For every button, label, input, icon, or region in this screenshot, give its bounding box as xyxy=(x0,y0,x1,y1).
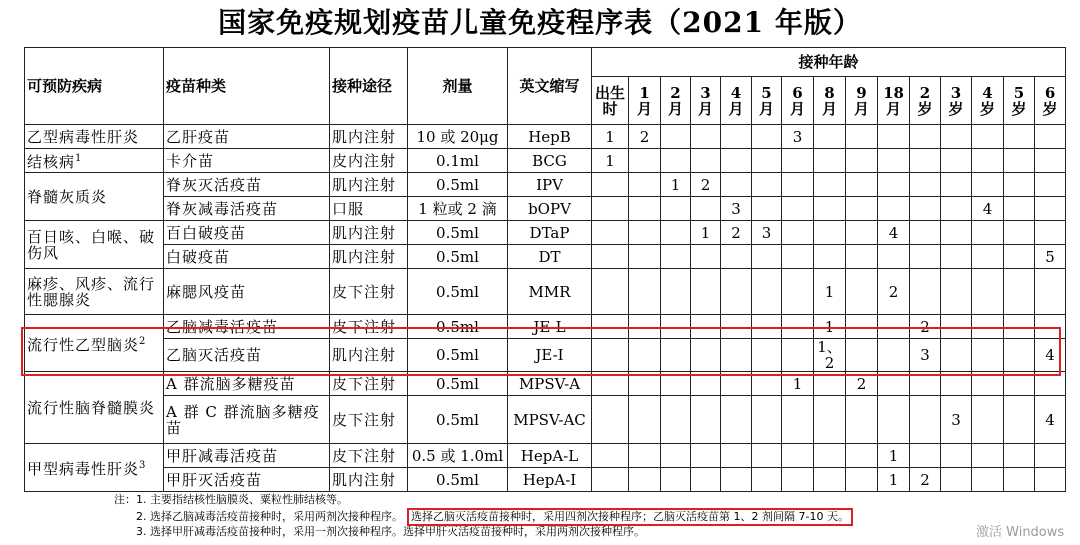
dose-number-cell xyxy=(941,197,972,221)
disease-name: 甲型病毒性肝炎 xyxy=(27,460,140,478)
age-header-5 xyxy=(752,77,782,125)
dose-number-cell: 1 xyxy=(592,125,629,149)
dose-number-cell xyxy=(592,396,629,444)
abbr-cell: HepB xyxy=(508,125,592,149)
abbr-cell: DT xyxy=(508,245,592,269)
dose-cell: 0.5ml xyxy=(408,173,508,197)
vaccine-name: 甲肝减毒活疫苗 xyxy=(164,444,330,468)
age-unit: 岁 xyxy=(948,99,964,118)
disease-cell xyxy=(25,149,164,173)
abbr-cell: JE-L xyxy=(508,315,592,339)
age-unit: 岁 xyxy=(1011,99,1027,118)
dose-number-cell xyxy=(1004,245,1035,269)
dose-number-cell: 1 xyxy=(592,149,629,173)
route-cell: 肌内注射 xyxy=(330,245,408,269)
dose-number-cell xyxy=(910,444,941,468)
age-value: 6 xyxy=(792,83,803,102)
disease-name: 乙型病毒性肝炎 xyxy=(27,127,140,146)
dose-number-cell xyxy=(661,468,691,492)
dose-number-cell xyxy=(941,269,972,315)
dose-number-cell: 4 xyxy=(972,197,1004,221)
dose-number-cell: 2 xyxy=(629,125,661,149)
dose-number-cell xyxy=(721,468,752,492)
age-header-0 xyxy=(592,77,629,125)
table-row xyxy=(25,245,1066,269)
dose-number-cell xyxy=(1035,173,1066,197)
dose-number-cell xyxy=(814,197,846,221)
dose-number-cell xyxy=(782,396,814,444)
age-value: 出生 xyxy=(594,83,625,102)
dose-number-cell xyxy=(721,125,752,149)
header-dose: 剂量 xyxy=(408,48,508,125)
dose-number-cell xyxy=(592,221,629,245)
dose-number-cell xyxy=(782,468,814,492)
age-value: 6 xyxy=(1044,83,1056,102)
route-cell: 皮下注射 xyxy=(330,315,408,339)
je-highlight-box xyxy=(21,327,1061,376)
dose-cell: 10 或 20μg xyxy=(408,125,508,149)
age-unit: 月 xyxy=(636,99,652,118)
age-header-9 xyxy=(878,77,910,125)
dose-number-cell xyxy=(691,269,721,315)
dose-number-cell xyxy=(752,245,782,269)
table-row xyxy=(25,173,1066,197)
dose-number-cell xyxy=(941,444,972,468)
dose-number-cell xyxy=(691,396,721,444)
disease-name: 流行性脑脊髓膜炎 xyxy=(27,398,156,417)
dose-number-cell xyxy=(782,221,814,245)
dose-number-cell xyxy=(1035,149,1066,173)
route-cell: 肌内注射 xyxy=(330,339,408,372)
abbr-cell: MPSV-A xyxy=(508,372,592,396)
dose-number-cell xyxy=(972,149,1004,173)
dose-number-cell: 3 xyxy=(910,339,941,372)
table-row xyxy=(25,269,1066,315)
age-value: 5 xyxy=(761,83,772,102)
dose-number-cell: 1、2 xyxy=(814,339,846,372)
dose-number-cell xyxy=(1035,125,1066,149)
dose-number-cell xyxy=(846,221,878,245)
abbr-cell: BCG xyxy=(508,149,592,173)
dose-cell: 0.5ml xyxy=(408,245,508,269)
disease-name: 百日咳、白喉、破伤风 xyxy=(27,227,156,262)
dose-number-cell xyxy=(782,197,814,221)
dose-number-cell xyxy=(910,173,941,197)
dose-number-cell xyxy=(752,173,782,197)
vaccine-name: 脊灰减毒活疫苗 xyxy=(164,197,330,221)
note-2: 2. 选择乙脑减毒活疫苗接种时，采用两剂次接种程序。 选择乙脑灭活疫苗接种时，采用四剂次接种程序；乙脑灭活疫苗第 1、2 剂间隔 7-10 天。 xyxy=(114,508,853,524)
dose-number-cell xyxy=(910,149,941,173)
dose-number-cell xyxy=(661,149,691,173)
age-header-6 xyxy=(782,77,814,125)
age-unit: 月 xyxy=(758,99,774,118)
header-abbr: 英文缩写 xyxy=(508,48,592,125)
dose-number-cell: 4 xyxy=(878,221,910,245)
dose-number-cell xyxy=(910,269,941,315)
dose-number-cell xyxy=(941,245,972,269)
note-3: 3. 选择甲肝减毒活疫苗接种时，采用一剂次接种程序。选择甲肝灭活疫苗接种时，采用两剂次接种程序。 xyxy=(136,525,645,538)
dose-number-cell xyxy=(878,245,910,269)
dose-number-cell: 2 xyxy=(846,372,878,396)
dose-number-cell xyxy=(629,149,661,173)
disease-cell xyxy=(25,372,164,444)
dose-number-cell xyxy=(878,173,910,197)
dose-number-cell: 2 xyxy=(878,269,910,315)
dose-number-cell xyxy=(752,149,782,173)
route-cell: 肌内注射 xyxy=(330,125,408,149)
dose-number-cell xyxy=(661,197,691,221)
dose-number-cell xyxy=(691,197,721,221)
dose-number-cell xyxy=(1004,125,1035,149)
dose-cell: 0.5ml xyxy=(408,339,508,372)
dose-number-cell: 2 xyxy=(721,221,752,245)
route-cell: 皮下注射 xyxy=(330,396,408,444)
dose-number-cell xyxy=(1004,173,1035,197)
dose-number-cell xyxy=(878,197,910,221)
vaccine-name: 乙肝疫苗 xyxy=(164,125,330,149)
dose-number-cell xyxy=(691,149,721,173)
dose-number-cell xyxy=(592,269,629,315)
route-cell: 口服 xyxy=(330,197,408,221)
dose-cell: 1 粒或 2 滴 xyxy=(408,197,508,221)
header-route: 接种途径 xyxy=(330,48,408,125)
note-2-highlighted: 选择乙脑灭活疫苗接种时，采用四剂次接种程序；乙脑灭活疫苗第 1、2 剂间隔 7-10 天。 xyxy=(407,508,853,526)
dose-number-cell xyxy=(941,173,972,197)
dose-number-cell xyxy=(592,444,629,468)
header-vaccine: 疫苗种类 xyxy=(164,48,330,125)
dose-number-cell: 1 xyxy=(878,468,910,492)
dose-number-cell xyxy=(691,468,721,492)
age-unit: 月 xyxy=(885,99,901,118)
abbr-cell: JE-I xyxy=(508,339,592,372)
table-row xyxy=(25,444,1066,468)
abbr-cell: MMR xyxy=(508,269,592,315)
dose-number-cell: 1 xyxy=(878,444,910,468)
age-value: 8 xyxy=(824,83,835,102)
dose-number-cell xyxy=(814,221,846,245)
dose-number-cell xyxy=(592,245,629,269)
table-row xyxy=(25,125,1066,149)
dose-number-cell xyxy=(846,197,878,221)
dose-number-cell xyxy=(782,444,814,468)
windows-activation-watermark: 激活 Windows xyxy=(976,525,1065,540)
dose-number-cell xyxy=(782,173,814,197)
dose-number-cell xyxy=(972,269,1004,315)
dose-number-cell xyxy=(1004,269,1035,315)
disease-name: 流行性乙型脑炎 xyxy=(27,335,140,354)
dose-number-cell xyxy=(721,444,752,468)
dose-number-cell xyxy=(661,245,691,269)
vaccine-name: A 群流脑多糖疫苗 xyxy=(164,372,330,396)
dose-number-cell: 1 xyxy=(814,269,846,315)
age-unit: 岁 xyxy=(917,99,933,118)
disease-name: 脊髓灰质炎 xyxy=(27,187,108,206)
age-header-4 xyxy=(721,77,752,125)
dose-number-cell xyxy=(752,468,782,492)
dose-number-cell xyxy=(721,269,752,315)
age-unit: 岁 xyxy=(1042,99,1058,118)
dose-number-cell xyxy=(592,173,629,197)
age-header-7 xyxy=(814,77,846,125)
dose-number-cell xyxy=(972,221,1004,245)
dose-number-cell: 1 xyxy=(814,315,846,339)
age-unit: 时 xyxy=(602,99,618,118)
disease-cell xyxy=(25,444,164,492)
age-value: 5 xyxy=(1013,83,1025,102)
dose-number-cell xyxy=(941,125,972,149)
route-cell: 皮下注射 xyxy=(330,269,408,315)
age-unit: 月 xyxy=(697,99,713,118)
dose-number-cell xyxy=(814,173,846,197)
dose-number-cell: 3 xyxy=(752,221,782,245)
table-row xyxy=(25,221,1066,245)
disease-cell xyxy=(25,269,164,315)
dose-number-cell xyxy=(814,444,846,468)
dose-number-cell xyxy=(941,149,972,173)
age-value: 2 xyxy=(670,83,681,102)
dose-number-cell xyxy=(661,221,691,245)
dose-number-cell xyxy=(972,444,1004,468)
age-value: 9 xyxy=(856,83,867,102)
footnotes xyxy=(114,492,853,540)
note-label: 注： xyxy=(114,493,136,506)
route-cell: 皮内注射 xyxy=(330,149,408,173)
dose-number-cell xyxy=(910,197,941,221)
route-cell: 肌内注射 xyxy=(330,173,408,197)
dose-number-cell xyxy=(752,197,782,221)
route-cell: 皮下注射 xyxy=(330,444,408,468)
dose-number-cell xyxy=(846,468,878,492)
dose-number-cell xyxy=(814,468,846,492)
dose-number-cell xyxy=(782,245,814,269)
dose-number-cell xyxy=(629,396,661,444)
dose-number-cell xyxy=(629,468,661,492)
age-header-11 xyxy=(941,77,972,125)
dose-number-cell xyxy=(910,221,941,245)
dose-number-cell xyxy=(661,269,691,315)
header-disease: 可预防疾病 xyxy=(25,48,164,125)
vaccine-name: 百白破疫苗 xyxy=(164,221,330,245)
age-header-12 xyxy=(972,77,1004,125)
dose-number-cell xyxy=(910,125,941,149)
dose-number-cell xyxy=(846,444,878,468)
dose-number-cell xyxy=(782,269,814,315)
dose-number-cell xyxy=(814,149,846,173)
age-header-10 xyxy=(910,77,941,125)
age-value: 3 xyxy=(700,83,711,102)
dose-number-cell xyxy=(1035,444,1066,468)
vaccine-name: A 群 C 群流脑多糖疫苗 xyxy=(164,396,330,444)
dose-number-cell: 4 xyxy=(1035,396,1066,444)
vaccine-name: 脊灰灭活疫苗 xyxy=(164,173,330,197)
table-row xyxy=(25,468,1066,492)
age-unit: 月 xyxy=(667,99,683,118)
dose-number-cell xyxy=(691,444,721,468)
age-unit: 月 xyxy=(853,99,869,118)
dose-number-cell xyxy=(661,444,691,468)
vaccine-name: 卡介苗 xyxy=(164,149,330,173)
age-value: 4 xyxy=(730,83,742,102)
dose-number-cell xyxy=(661,125,691,149)
vaccine-name: 白破疫苗 xyxy=(164,245,330,269)
dose-number-cell: 2 xyxy=(910,468,941,492)
dose-cell: 0.5ml xyxy=(408,315,508,339)
table-row xyxy=(25,149,1066,173)
dose-number-cell xyxy=(1004,221,1035,245)
dose-number-cell: 5 xyxy=(1035,245,1066,269)
dose-cell: 0.5ml xyxy=(408,372,508,396)
disease-cell xyxy=(25,173,164,221)
disease-cell xyxy=(25,125,164,149)
dose-number-cell xyxy=(691,245,721,269)
age-header-8 xyxy=(846,77,878,125)
dose-number-cell: 2 xyxy=(910,315,941,339)
dose-number-cell xyxy=(846,149,878,173)
dose-number-cell xyxy=(972,245,1004,269)
dose-number-cell xyxy=(1035,221,1066,245)
dose-number-cell xyxy=(782,149,814,173)
dose-number-cell xyxy=(972,396,1004,444)
dose-number-cell xyxy=(878,149,910,173)
dose-cell: 0.1ml xyxy=(408,149,508,173)
dose-number-cell xyxy=(1004,197,1035,221)
dose-number-cell xyxy=(1004,396,1035,444)
dose-number-cell xyxy=(721,245,752,269)
dose-number-cell xyxy=(592,197,629,221)
vaccine-name: 甲肝灭活疫苗 xyxy=(164,468,330,492)
dose-number-cell xyxy=(691,125,721,149)
dose-number-cell xyxy=(972,468,1004,492)
dose-number-cell xyxy=(910,396,941,444)
dose-number-cell xyxy=(661,396,691,444)
dose-number-cell xyxy=(846,125,878,149)
route-cell: 皮下注射 xyxy=(330,372,408,396)
dose-number-cell: 1 xyxy=(782,372,814,396)
dose-number-cell xyxy=(752,125,782,149)
dose-number-cell xyxy=(972,173,1004,197)
dose-number-cell: 3 xyxy=(782,125,814,149)
dose-number-cell: 3 xyxy=(941,396,972,444)
dose-number-cell xyxy=(941,468,972,492)
dose-number-cell xyxy=(846,245,878,269)
dose-number-cell xyxy=(1035,468,1066,492)
dose-number-cell xyxy=(752,444,782,468)
dose-number-cell: 1 xyxy=(691,221,721,245)
dose-cell: 0.5ml xyxy=(408,468,508,492)
vaccine-name: 乙脑减毒活疫苗 xyxy=(164,315,330,339)
dose-number-cell xyxy=(752,269,782,315)
abbr-cell: MPSV-AC xyxy=(508,396,592,444)
dose-number-cell xyxy=(1004,149,1035,173)
age-unit: 月 xyxy=(821,99,837,118)
dose-number-cell xyxy=(1035,197,1066,221)
header-age-group: 接种年龄 xyxy=(592,48,1066,77)
footnote-ref: 1 xyxy=(75,153,83,164)
dose-number-cell xyxy=(814,245,846,269)
dose-cell: 0.5ml xyxy=(408,396,508,444)
dose-cell: 0.5ml xyxy=(408,221,508,245)
dose-number-cell xyxy=(752,396,782,444)
dose-number-cell xyxy=(878,396,910,444)
dose-number-cell xyxy=(814,396,846,444)
route-cell: 肌内注射 xyxy=(330,221,408,245)
age-value: 18 xyxy=(883,83,904,102)
dose-number-cell xyxy=(1035,269,1066,315)
page-title: 国家免疫规划疫苗儿童免疫程序表（2021 年版） xyxy=(218,6,862,39)
age-unit: 月 xyxy=(789,99,805,118)
dose-number-cell xyxy=(629,444,661,468)
dose-number-cell: 3 xyxy=(721,197,752,221)
dose-number-cell xyxy=(878,125,910,149)
dose-number-cell xyxy=(941,221,972,245)
dose-number-cell xyxy=(629,197,661,221)
disease-cell xyxy=(25,221,164,269)
abbr-cell: IPV xyxy=(508,173,592,197)
dose-number-cell xyxy=(846,396,878,444)
age-unit: 月 xyxy=(728,99,744,118)
dose-cell: 0.5 或 1.0ml xyxy=(408,444,508,468)
dose-number-cell: 2 xyxy=(691,173,721,197)
abbr-cell: HepA-L xyxy=(508,444,592,468)
dose-number-cell: 1 xyxy=(661,173,691,197)
age-header-2 xyxy=(661,77,691,125)
abbr-cell: HepA-I xyxy=(508,468,592,492)
dose-number-cell xyxy=(629,173,661,197)
age-header-14 xyxy=(1035,77,1066,125)
immunization-schedule-table xyxy=(24,47,1066,492)
dose-number-cell xyxy=(629,245,661,269)
age-header-3 xyxy=(691,77,721,125)
age-value: 3 xyxy=(950,83,962,102)
dose-number-cell xyxy=(721,149,752,173)
age-header-1 xyxy=(629,77,661,125)
footnote-ref: 3 xyxy=(139,460,147,471)
vaccine-name: 乙脑灭活疫苗 xyxy=(164,339,330,372)
dose-number-cell xyxy=(910,245,941,269)
age-value: 4 xyxy=(982,83,993,102)
dose-number-cell xyxy=(1004,444,1035,468)
footnote-ref: 2 xyxy=(139,335,147,347)
age-header-13 xyxy=(1004,77,1035,125)
age-unit: 岁 xyxy=(979,99,995,118)
dose-number-cell xyxy=(814,125,846,149)
dose-number-cell xyxy=(721,173,752,197)
dose-number-cell xyxy=(721,396,752,444)
table-row xyxy=(25,197,1066,221)
dose-number-cell xyxy=(846,269,878,315)
age-value: 1 xyxy=(639,83,650,102)
dose-number-cell xyxy=(629,269,661,315)
abbr-cell: DTaP xyxy=(508,221,592,245)
dose-number-cell xyxy=(629,221,661,245)
note-1: 注：1. 主要指结核性脑膜炎、粟粒性肺结核等。 xyxy=(114,493,348,506)
disease-name: 结核病 xyxy=(27,153,76,171)
table-row xyxy=(25,396,1066,444)
route-cell: 肌内注射 xyxy=(330,468,408,492)
header-row-1 xyxy=(25,48,1066,77)
dose-number-cell xyxy=(1004,468,1035,492)
dose-number-cell xyxy=(592,468,629,492)
dose-number-cell: 4 xyxy=(1035,339,1066,372)
vaccine-name: 麻腮风疫苗 xyxy=(164,269,330,315)
age-value: 2 xyxy=(919,83,931,102)
dose-number-cell xyxy=(972,125,1004,149)
disease-name: 麻疹、风疹、流行性腮腺炎 xyxy=(27,274,156,309)
dose-number-cell xyxy=(846,173,878,197)
dose-cell: 0.5ml xyxy=(408,269,508,315)
abbr-cell: bOPV xyxy=(508,197,592,221)
